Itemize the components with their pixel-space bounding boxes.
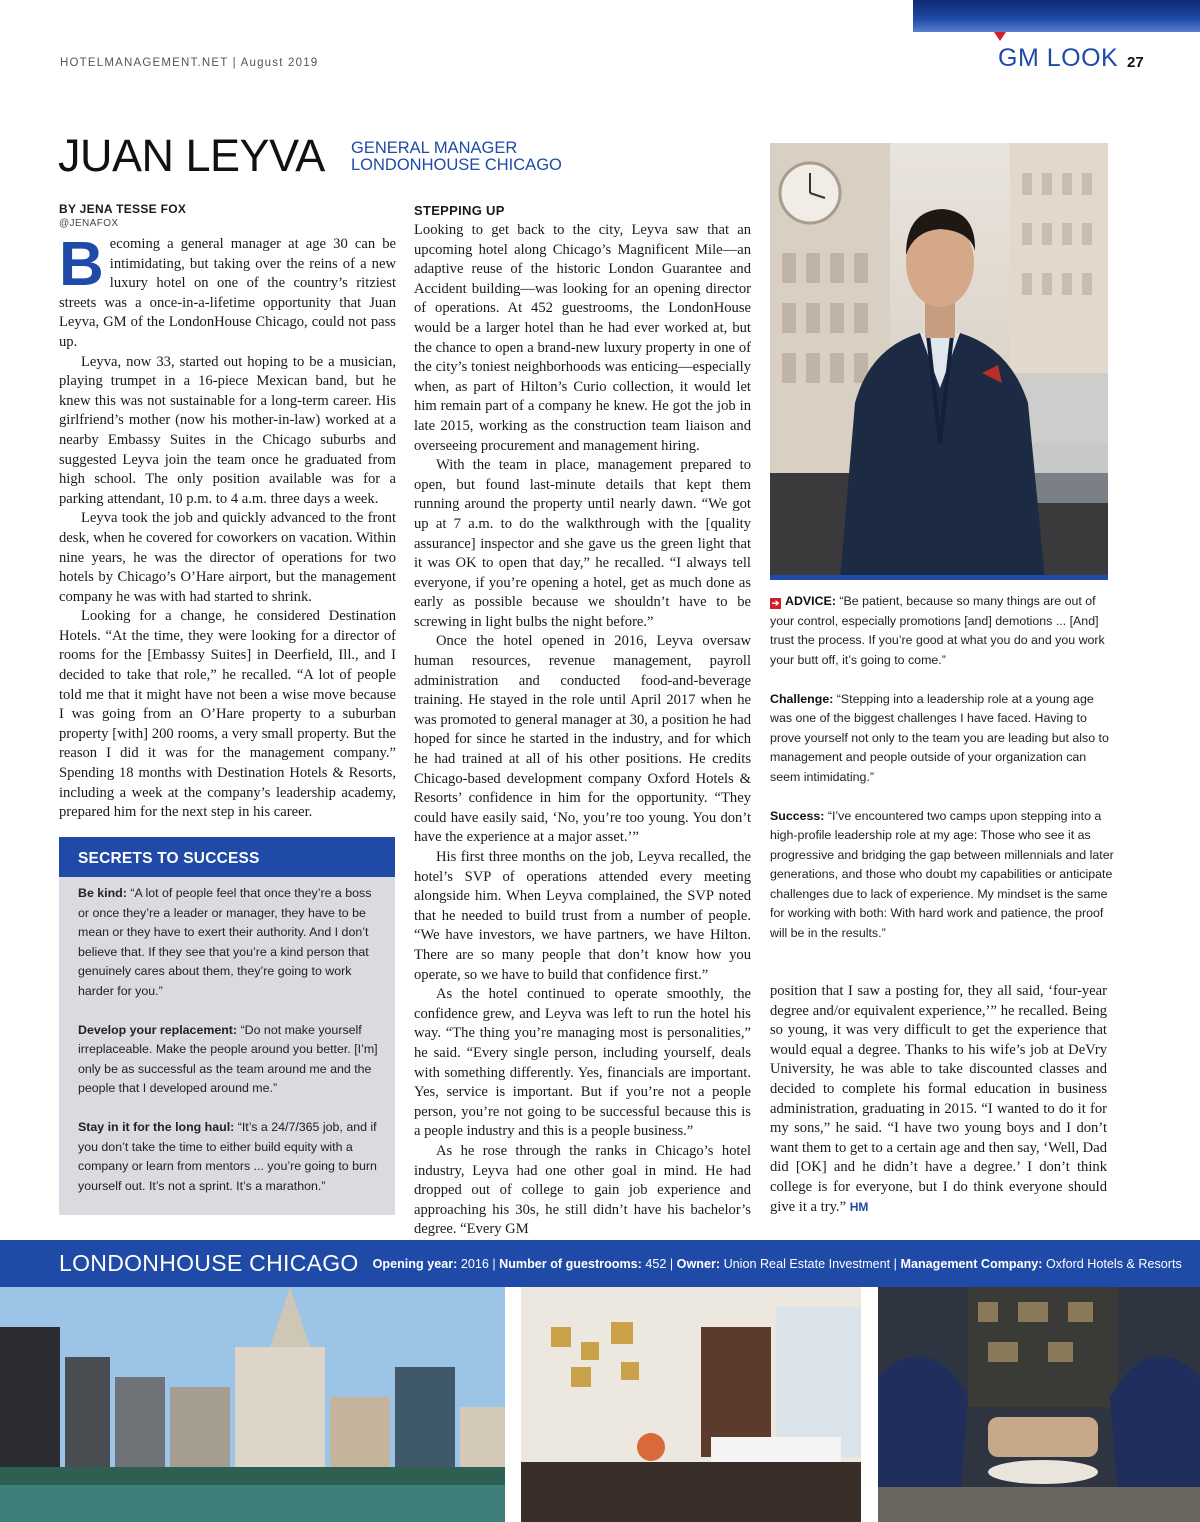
- quotes-panel: [770, 592, 1115, 963]
- running-head: HOTELMANAGEMENT.NET | August 2019: [60, 57, 319, 69]
- body-paragraph: With the team in place, management prepared to open, but found last-minute details that kept them running around the property until nearly dawn. “We got up at 7 a.m. to do the walkthrough with the [quality assurance] inspector and she gave us the green light that it was OK to open that day,” he recalled. “I always tell everyone, if you’re opening a hotel, get as much done as early as possible because we shouldn’t have to be screwing in light bulbs the night before.”: [414, 457, 751, 630]
- quote-success: Success: “I’ve encountered two camps upon stepping into a high-profile leadership role at my age: Those who see it as progressive and bridging the gap between millennials and later generations, and those who doubt my capabilities or anticipate challenges due to lack of experience. My mindset is the same for working with both: With hard work and patience, the proof will be in the results.”: [770, 808, 1114, 940]
- guestroom-photo: [521, 1287, 861, 1522]
- arrow-icon: ➔: [771, 598, 780, 608]
- body-paragraph: position that I saw a posting for, they all said, ‘four-year degree and/or equivalent experience,’” he recalled. Being so young, it was very difficult to get the experience that would equal a degree. Thanks to his wife’s job at DeVry University, he was able to take discounted classes and decided to complete his formal education in business administration, graduating in 2015. “I wanted to do it for my sons,” he said. “I have two young boys and I don’t want them to get to a certain age and then say, ‘Well, Dad did [OK] and he didn’t have a degree.’ I don’t think college is for everyone, but I do think everyone should give it a try.” HM: [770, 983, 1107, 1215]
- lounge-photo: [878, 1287, 1200, 1522]
- chicago-riverfront-photo: [0, 1287, 505, 1522]
- body-paragraph: Leyva took the job and quickly advanced to the front desk, when he covered for coworkers on vacation. Within nine years, he was the director of operations for two hotels by Chicago’s O’Hare airport, but the management company he was with had started to shrink.: [59, 510, 396, 605]
- hotel-facts: Opening year: 2016 | Number of guestrooms: 452 | Owner: Union Real Estate Investment | Management Company: Oxford Hotels & Resorts: [372, 1256, 1182, 1271]
- section-name: GM LOOK: [998, 44, 1119, 72]
- header-notch-marker: [994, 32, 1006, 41]
- dek: [351, 140, 562, 174]
- headline: JUAN LEYVA: [58, 130, 325, 181]
- author-handle: @JENAFOX: [59, 218, 119, 229]
- sidebar-item: Stay in it for the long haul: “It’s a 24/7/365 job, and if you don’t take the time to either build equity with a company or learn from mentors ... you’re going to burn yourself out. It’s not a sprint. It’s a marathon.”: [78, 1120, 377, 1193]
- quote-advice: ➔ ADVICE: “Be patient, because so many things are out of your control, especially promotions [and] demotions ... [And] trust the process. If you’re good at what you do and you work your butt off, it’s going to come.”: [770, 594, 1105, 667]
- article-column-2: [414, 202, 751, 1240]
- body-paragraph: Leyva, now 33, started out hoping to be a musician, playing trumpet in a 16-piece Mexican band, but he knew this was not sustainable for a long-term career. His girlfriend’s mother (now his mother-in-law) worked at a nearby Embassy Suites in the Chicago suburbs and suggested Leyva join the team once he graduated from high school. The only position available was for a parking attendant, 10 p.m. to 4 a.m. three days a week.: [59, 353, 396, 507]
- drop-cap: B: [59, 230, 104, 299]
- body-paragraph: As he rose through the ranks in Chicago’s hotel industry, Leyva had one other goal in mind. He had dropped out of college to gain job experience and approaching his 30s, he still didn’t have his bachelor’s degree. “Every GM: [414, 1142, 751, 1238]
- header-color-bar: [913, 0, 1200, 32]
- sidebar-title: SECRETS TO SUCCESS: [59, 837, 395, 877]
- body-paragraph: As the hotel continued to operate smoothly, the confidence grew, and Leyva was left to run the hotel his way. “The thing you’re managing most is personalities,” he said. “Every single person, including yourself, deals with something differently. Yes, financials are important. Yes, service is important. But if you’re not a people person, you’re not going to be successful because this is a people industry and this is a people business.”: [414, 986, 751, 1140]
- hotel-name: LONDONHOUSE CHICAGO: [59, 1250, 359, 1276]
- dek-title: GENERAL MANAGER: [351, 139, 518, 157]
- body-paragraph: Once the hotel opened in 2016, Leyva oversaw human resources, revenue management, payroll administration and conducted food-and-beverage training. He stayed in the role until April 2017 when he was promoted to general manager at 30, a position he had hoped for since he started in the industry, and for which he had trained at all of his other positions. He credits Chicago-based development company Oxford Hotels & Resorts’ confidence in him for the opportunity. “They could have easily said, ‘No, you’re too young. You don’t have the experience at a major asset.’”: [414, 633, 751, 846]
- body-paragraph: His first three months on the job, Leyva recalled, the hotel’s SVP of operations attended every meeting alongside him. When Leyva complained, the SVP noted that he needed to build trust from a number of people. “We have investors, we have partners, we have Hilton. There are so many people that don’t know how you operate, so we have to build that confidence first.”: [414, 849, 751, 983]
- body-paragraph: Looking to get back to the city, Leyva saw that an upcoming hotel along Chicago’s Magnificent Mile—an adaptive reuse of the historic London Guarantee and Accident building—was looking for an opening director of operations. At 452 guestrooms, the LondonHouse would be a larger hotel than he had ever worked at, but the chance to open a brand-new luxury property in one of the city’s toniest neighborhoods was enticing—especially when, as part of Hilton’s Curio collection, it would let him remain part of a company he knew. He got the job in late 2015, working as the construction team liaison and overseeing procurement and management hiring.: [414, 222, 751, 454]
- article-column-1: [59, 202, 396, 823]
- article-column-3: [770, 982, 1107, 1217]
- lead-paragraph: Becoming a general manager at age 30 can be intimidating, but taking over the reins of a new luxury hotel on one of the country’s ritziest streets was a once-in-a-lifetime opportunity that Juan Leyva, GM of the LondonHouse Chicago, could not pass up.: [59, 230, 396, 350]
- sidebar-body: [59, 877, 395, 1196]
- sidebar-item: Be kind: “A lot of people feel that once they’re a boss or once they’re a leader or manager, they have to be mean or they have to exert their authority. And I don’t believe that. If they see that you’re a kind person that genuinely cares about them, they’re going to work harder for you.”: [78, 886, 372, 998]
- sidebar-item: Develop your replacement: “Do not make yourself irreplaceable. Make the people around you better. [I’m] only be as successful as the team around me and the people that I developed around me.”: [78, 1022, 378, 1095]
- byline: BY JENA TESSE FOX: [59, 202, 187, 216]
- portrait-photo: [770, 143, 1108, 580]
- page-number: 27: [1127, 54, 1144, 71]
- subhead: STEPPING UP: [414, 203, 505, 218]
- body-paragraph: Looking for a change, he considered Destination Hotels. “At the time, they were looking for a director of rooms for the [Embassy Suites] in Deerfield, Ill., and I decided to take that role,” he recalled. “A lot of people told me that it might have not been a wise move because I was going from an O’Hare property to a suburban property [with] 200 rooms, a very small property. But the reason I did it was for the management company.” Spending 18 months with Destination Hotels & Resorts, including a week at the company’s leadership academy, prepared him for the next step in his career.: [59, 608, 396, 821]
- secrets-sidebar: [59, 837, 395, 1215]
- end-mark: HM: [849, 1199, 869, 1214]
- portrait-illustration: [770, 143, 1108, 580]
- dek-property: LONDONHOUSE CHICAGO: [351, 156, 562, 174]
- quote-challenge: Challenge: “Stepping into a leadership role at a young age was one of the biggest challenges I have faced. Having to prove yourself not only to the team you are leading but also to management and people outside of your organization can seem intimidating.”: [770, 691, 1109, 784]
- hotel-info-bar: [0, 1240, 1200, 1287]
